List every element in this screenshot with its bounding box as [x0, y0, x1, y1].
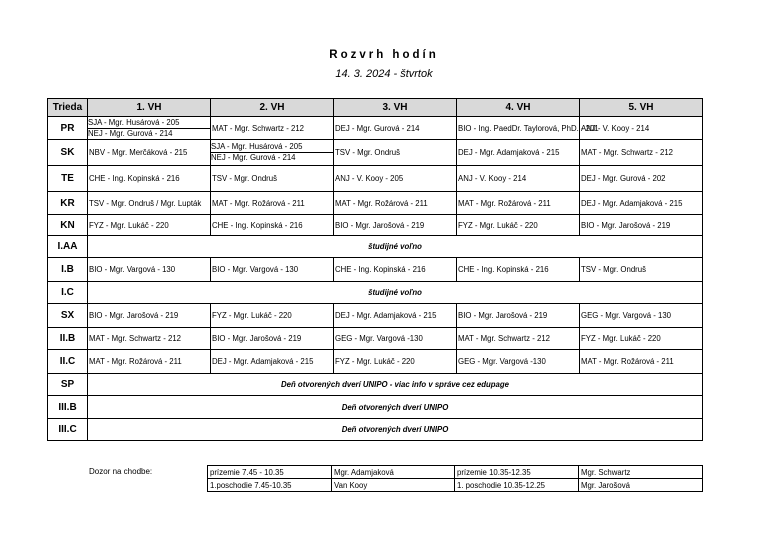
- lesson-cell: GEG - Mgr. Vargová - 130: [580, 304, 703, 328]
- header-row: [48, 99, 703, 117]
- col-header-1vh: 1. VH: [88, 99, 211, 117]
- lesson-cell: DEJ - Mgr. Gurová - 202: [580, 166, 703, 192]
- class-cell: II.B: [48, 328, 88, 350]
- dozor-cell: Mgr. Schwartz: [579, 466, 703, 479]
- lesson-cell: BIO - Mgr. Jarošová - 219: [334, 215, 457, 236]
- lesson-cell: FYZ - Mgr. Lukáč - 220: [88, 215, 211, 236]
- class-cell: II.C: [48, 350, 88, 374]
- lesson-cell: FYZ - Mgr. Lukáč - 220: [457, 215, 580, 236]
- lesson-cell: MAT - Mgr. Rožárová - 211: [211, 192, 334, 215]
- lesson-cell: MAT - Mgr. Schwartz - 212: [457, 328, 580, 350]
- table-row: [48, 419, 703, 441]
- lesson-cell: MAT - Mgr. Schwartz - 212: [88, 328, 211, 350]
- table-row: [48, 282, 703, 304]
- lesson-sub: SJA - Mgr. Husárová - 205: [88, 118, 210, 129]
- lesson-cell: DEJ - Mgr. Adamjaková - 215: [580, 192, 703, 215]
- lesson-cell: DEJ - Mgr. Adamjaková - 215: [211, 350, 334, 374]
- lesson-cell: FYZ - Mgr. Lukáč - 220: [211, 304, 334, 328]
- class-cell: KR: [48, 192, 88, 215]
- class-cell: I.AA: [48, 236, 88, 258]
- dozor-cell: prízemie 10.35-12.35: [455, 466, 579, 479]
- lesson-cell: FYZ - Mgr. Lukáč - 220: [580, 328, 703, 350]
- col-header-5vh: 5. VH: [580, 99, 703, 117]
- class-cell: KN: [48, 215, 88, 236]
- lesson-cell: CHE - Ing. Kopinská - 216: [211, 215, 334, 236]
- class-cell: SK: [48, 140, 88, 166]
- class-cell: III.C: [48, 419, 88, 441]
- lesson-cell: MAT - Mgr. Schwartz - 212: [580, 140, 703, 166]
- lesson-cell: TSV - Mgr. Ondruš: [580, 258, 703, 282]
- dozor-label: Dozor na chodbe:: [89, 467, 153, 476]
- dozor-cell: Mgr. Adamjaková: [332, 466, 455, 479]
- class-cell: SX: [48, 304, 88, 328]
- lesson-cell: GEG - Mgr. Vargová -130: [457, 350, 580, 374]
- class-cell: III.B: [48, 396, 88, 419]
- lesson-cell: [211, 140, 334, 166]
- table-row: [48, 374, 703, 396]
- dozor-cell: Van Kooy: [332, 479, 455, 492]
- lesson-cell: FYZ - Mgr. Lukáč - 220: [334, 350, 457, 374]
- lesson-sub: NEJ - Mgr. Gurová - 214: [88, 128, 173, 138]
- page-subtitle: 14. 3. 2024 - štvrtok: [335, 68, 433, 80]
- note-cell: študijné voľno: [88, 236, 703, 258]
- class-cell: TE: [48, 166, 88, 192]
- table-row: [48, 166, 703, 192]
- lesson-cell: ANJ - V. Kooy - 214: [457, 166, 580, 192]
- note-cell: Deň otvorených dverí UNIPO: [88, 396, 703, 419]
- col-header-2vh: 2. VH: [211, 99, 334, 117]
- lesson-sub: NEJ - Mgr. Gurová - 214: [211, 153, 296, 162]
- lesson-cell: CHE - Ing. Kopinská - 216: [88, 166, 211, 192]
- lesson-cell: NBV - Mgr. Merčáková - 215: [88, 140, 211, 166]
- lesson-cell: DEJ - Mgr. Adamjaková - 215: [457, 140, 580, 166]
- col-header-trieda: Trieda: [48, 99, 88, 117]
- table-row: [48, 328, 703, 350]
- dozor-cell: prízemie 7.45 - 10.35: [208, 466, 332, 479]
- lesson-cell: BIO - Mgr. Vargová - 130: [211, 258, 334, 282]
- class-cell: PR: [48, 117, 88, 140]
- lesson-cell: MAT - Mgr. Rožárová - 211: [457, 192, 580, 215]
- dozor-table: [207, 465, 703, 492]
- lesson-cell: BIO - Mgr. Jarošová - 219: [211, 328, 334, 350]
- table-row: [48, 236, 703, 258]
- note-cell: Deň otvorených dverí UNIPO: [88, 419, 703, 441]
- table-row: [48, 192, 703, 215]
- schedule-table: [47, 98, 703, 441]
- table-row: [48, 304, 703, 328]
- col-header-4vh: 4. VH: [457, 99, 580, 117]
- table-row: [48, 396, 703, 419]
- lesson-cell: TSV - Mgr. Ondruš / Mgr. Lupták: [88, 192, 211, 215]
- lesson-cell: MAT - Mgr. Schwartz - 212: [211, 117, 334, 140]
- dozor-row: [208, 466, 703, 479]
- table-row: [48, 258, 703, 282]
- lesson-cell: ANJ - V. Kooy - 205: [334, 166, 457, 192]
- col-header-3vh: 3. VH: [334, 99, 457, 117]
- dozor-cell: 1. poschodie 10.35-12.25: [455, 479, 579, 492]
- lesson-cell: MAT - Mgr. Rožárová - 211: [334, 192, 457, 215]
- lesson-cell: ANJ - V. Kooy - 214: [580, 117, 703, 140]
- dozor-cell: Mgr. Jarošová: [579, 479, 703, 492]
- class-cell: I.B: [48, 258, 88, 282]
- lesson-cell: BIO - Mgr. Vargová - 130: [88, 258, 211, 282]
- table-row: [48, 215, 703, 236]
- dozor-row: [208, 479, 703, 492]
- lesson-cell: [88, 117, 211, 140]
- lesson-cell: DEJ - Mgr. Gurová - 214: [334, 117, 457, 140]
- class-cell: I.C: [48, 282, 88, 304]
- lesson-cell: MAT - Mgr. Rožárová - 211: [88, 350, 211, 374]
- table-row: [48, 350, 703, 374]
- lesson-cell: CHE - Ing. Kopinská - 216: [457, 258, 580, 282]
- dozor-cell: 1.poschodie 7.45-10.35: [208, 479, 332, 492]
- lesson-cell: TSV - Mgr. Ondruš: [334, 140, 457, 166]
- page-title: Rozvrh hodín: [329, 49, 439, 61]
- class-cell: SP: [48, 374, 88, 396]
- lesson-cell: BIO - Mgr. Jarošová - 219: [457, 304, 580, 328]
- note-cell: Deň otvorených dverí UNIPO - viac info v správe cez edupage: [88, 374, 703, 396]
- lesson-cell: BIO - Mgr. Jarošová - 219: [580, 215, 703, 236]
- lesson-sub: SJA - Mgr. Husárová - 205: [211, 142, 333, 153]
- lesson-cell: BIO - Mgr. Jarošová - 219: [88, 304, 211, 328]
- lesson-cell: CHE - Ing. Kopinská - 216: [334, 258, 457, 282]
- lesson-cell: BIO - Ing. PaedDr. Taylorová, PhD. - 201: [457, 117, 580, 140]
- table-row: [48, 140, 703, 166]
- lesson-cell: DEJ - Mgr. Adamjaková - 215: [334, 304, 457, 328]
- note-cell: študijné voľno: [88, 282, 703, 304]
- lesson-cell: TSV - Mgr. Ondruš: [211, 166, 334, 192]
- lesson-cell: GEG - Mgr. Vargová -130: [334, 328, 457, 350]
- table-row: [48, 117, 703, 140]
- lesson-cell: MAT - Mgr. Rožárová - 211: [580, 350, 703, 374]
